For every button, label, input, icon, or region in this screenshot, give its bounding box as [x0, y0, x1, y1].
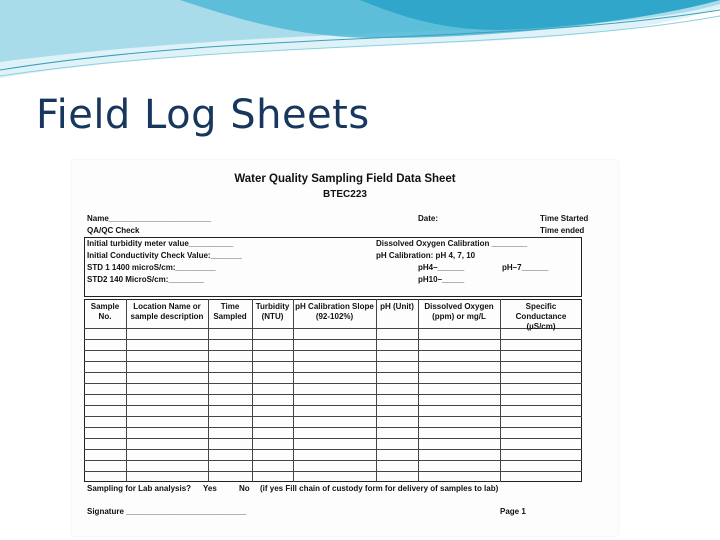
- column-header: pH Calibration Slope (92-102%): [295, 302, 374, 321]
- time-ended-field: Time ended: [540, 226, 585, 235]
- row-divider: [84, 372, 582, 373]
- field-data-sheet: [72, 160, 618, 536]
- row-divider: [84, 416, 582, 417]
- ph10-field: pH10–_____: [418, 275, 465, 284]
- ph4-field: pH4–______: [418, 263, 465, 272]
- column-divider: [376, 299, 377, 482]
- column-header: Location Name or sample description: [130, 302, 204, 321]
- column-divider: [252, 299, 253, 482]
- slide-title: Field Log Sheets: [36, 92, 370, 138]
- row-divider: [84, 394, 582, 395]
- column-header: Turbidity (NTU): [255, 302, 290, 321]
- yes-option: Yes: [203, 484, 217, 493]
- column-header: Sample No.: [90, 302, 120, 321]
- column-divider: [126, 299, 127, 482]
- sampling-lab-question: Sampling for Lab analysis?: [87, 484, 192, 493]
- column-divider: [418, 299, 419, 482]
- initial-conductivity-field: Initial Conductivity Check Value:_______: [87, 251, 242, 260]
- date-field: Date:: [418, 214, 439, 223]
- signature-field: Signature ___________________________: [87, 507, 247, 516]
- row-divider: [84, 460, 582, 461]
- column-header: Specific Conductance (µS/cm): [515, 302, 567, 331]
- sheet-title: Water Quality Sampling Field Data Sheet: [234, 173, 456, 185]
- ph-calibration-field: pH Calibration: pH 4, 7, 10: [376, 251, 476, 260]
- column-header: Time Sampled: [213, 302, 247, 321]
- column-header: Dissolved Oxygen (ppm) or mg/L: [424, 302, 494, 321]
- row-divider: [84, 449, 582, 450]
- column-divider: [293, 299, 294, 482]
- row-divider: [84, 438, 582, 439]
- ph7-field: pH–7______: [502, 263, 549, 272]
- sheet-subtitle: BTEC223: [323, 189, 367, 200]
- do-calibration-field: Dissolved Oxygen Calibration ________: [376, 239, 528, 248]
- name-field: Name_______________________: [87, 214, 212, 223]
- custody-note: (if yes Fill chain of custody form for delivery of samples to lab): [260, 484, 499, 493]
- row-divider: [84, 361, 582, 362]
- initial-turbidity-field: Initial turbidity meter value__________: [87, 239, 234, 248]
- row-divider: [84, 350, 582, 351]
- decorative-swoosh: [0, 0, 720, 90]
- row-divider: [84, 427, 582, 428]
- std2-field: STD2 140 MicroS/cm:________: [87, 275, 204, 284]
- column-header: pH (Unit): [380, 302, 414, 311]
- row-divider: [84, 471, 582, 472]
- time-started-field: Time Started: [540, 214, 589, 223]
- column-divider: [208, 299, 209, 482]
- qa-qc-field: QA/QC Check: [87, 226, 140, 235]
- page-number: Page 1: [500, 507, 526, 516]
- row-divider: [84, 383, 582, 384]
- row-divider: [84, 405, 582, 406]
- row-divider: [84, 339, 582, 340]
- std1-field: STD 1 1400 microS/cm:_________: [87, 263, 216, 272]
- no-option: No: [239, 484, 250, 493]
